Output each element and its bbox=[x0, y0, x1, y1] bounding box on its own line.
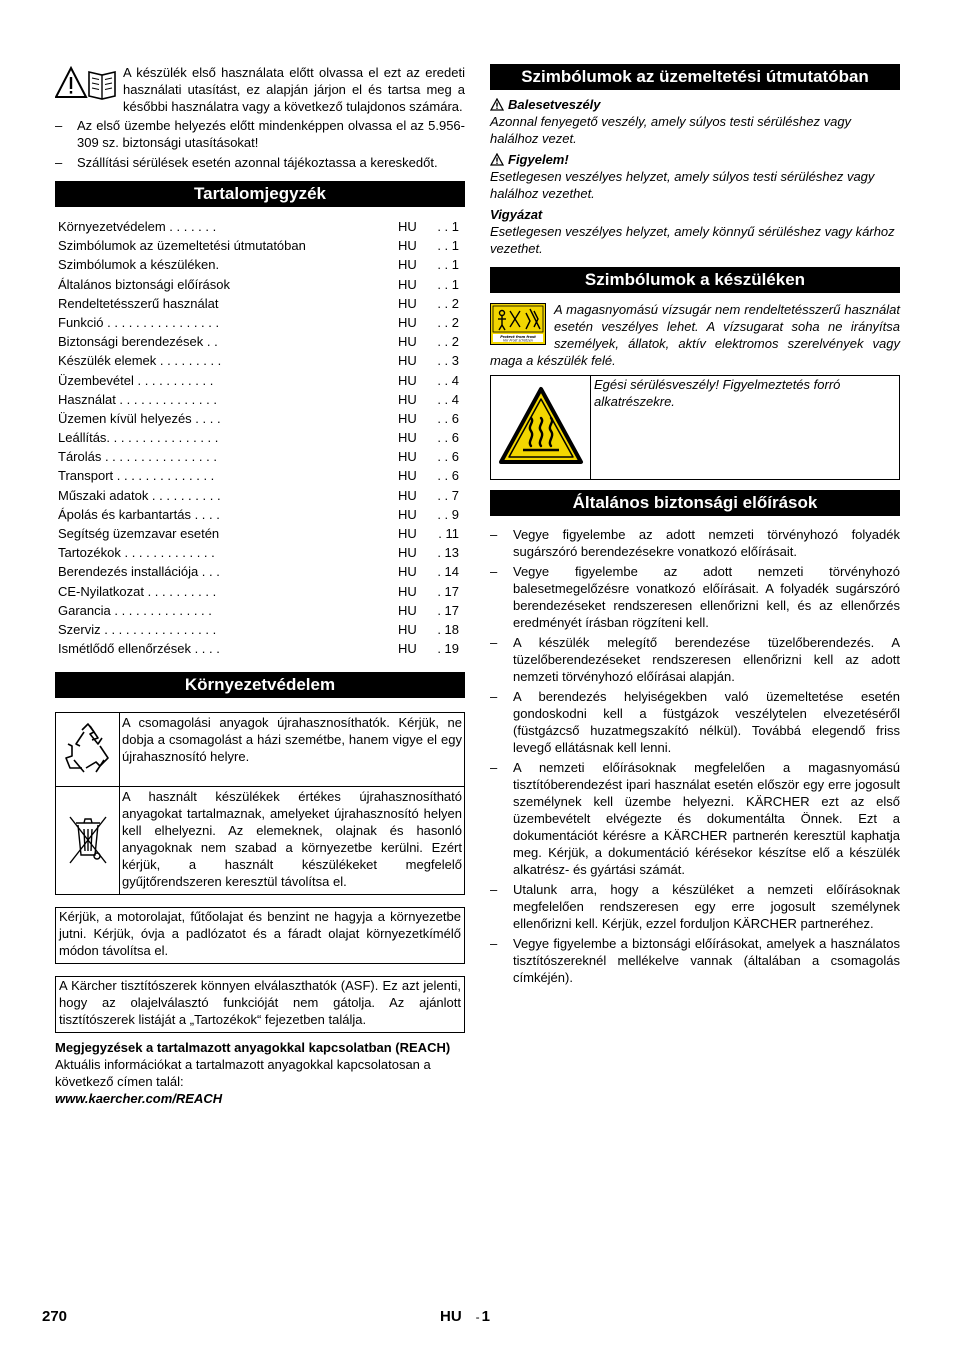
toc-entry[interactable] bbox=[58, 524, 465, 543]
toc-entry-page: . 17 bbox=[437, 602, 459, 618]
recycle-icon bbox=[60, 720, 116, 776]
toc-entry-page: . 11 bbox=[438, 526, 459, 541]
toc-entry-title: Készülék elemek . . . . . . . . . bbox=[58, 353, 222, 369]
toc-entry[interactable] bbox=[58, 428, 465, 447]
toc-entry-lang: HU bbox=[398, 506, 417, 522]
toc-entry[interactable] bbox=[58, 486, 465, 505]
warning-triangle-icon bbox=[490, 153, 504, 166]
toc-entry-title: Általános biztonsági előírások bbox=[58, 276, 230, 292]
warning-text: Esetlegesen veszélyes helyzet, amely súlyos testi sérüléshez vagy halálhoz vezethet. bbox=[490, 169, 875, 201]
toc-entry-title: Szimbólumok az üzemeltetési útmutatóban bbox=[58, 238, 306, 254]
jet-text: A magasnyomású vízsugár nem rendeltetésszerű használat esetén veszélyes lehet. A vízsugarat soha ne irányítsa személyek, állatok, aktív elektromos szerelvények vagy maga a készülék felé. bbox=[490, 302, 900, 368]
high-pressure-jet-label-icon bbox=[490, 303, 546, 345]
reach-link[interactable]: www.kaercher.com/REACH bbox=[55, 1091, 223, 1107]
toc-entry-page: . . 4 bbox=[437, 372, 459, 388]
toc-entry-title: Segítség üzemzavar esetén bbox=[58, 526, 220, 541]
toc-entry-title: Funkció . . . . . . . . . . . . . . . . bbox=[58, 314, 220, 330]
toc-entry[interactable] bbox=[58, 582, 465, 601]
toc-entry-lang: HU bbox=[398, 564, 417, 580]
warning-triangle-icon bbox=[490, 98, 504, 111]
toc-entry[interactable] bbox=[58, 313, 465, 332]
recycle-text: A csomagolási anyagok újrahasznosíthatók. Kérjük, ne dobja a csomagolást a házi szemétbe, hanem vigye el egy újrahasznosító helyre. bbox=[120, 713, 465, 787]
toc-entry[interactable] bbox=[58, 447, 465, 466]
toc-entry[interactable] bbox=[58, 390, 465, 409]
toc-entry-page: . . 1 bbox=[437, 238, 459, 254]
toc-entry-page: . . 2 bbox=[437, 295, 459, 311]
toc-entry-title: Környezetvédelem . . . . . . . bbox=[58, 219, 217, 234]
toc-entry-lang: HU bbox=[398, 391, 417, 407]
toc-entry[interactable] bbox=[58, 332, 465, 351]
danger-label: Balesetveszély bbox=[490, 96, 900, 113]
toc-entry[interactable] bbox=[58, 620, 465, 639]
footer-lang-code: HU bbox=[440, 1308, 462, 1325]
jet-warning bbox=[490, 301, 900, 369]
toc-entry-title: Tárolás . . . . . . . . . . . . . . . . bbox=[58, 449, 217, 465]
toc-entry-page: . . 1 bbox=[437, 276, 459, 292]
toc-entry-title: CE-Nyilatkozat . . . . . . . . . . bbox=[58, 583, 217, 599]
toc-entry-title: Ápolás és karbantartás . . . . bbox=[58, 506, 220, 522]
toc-entry-lang: HU bbox=[398, 526, 417, 541]
list-item: – A berendezés helyiségekben való üzemeltetése esetén gondoskodni kell a füstgázok veszélytelen elvezetéséről (füstgázcső huzatmegszakító nélkül). Továbbá elegendő friss levegő ellátásnak kell lenni. bbox=[490, 688, 900, 756]
toc-entry-page: . . 4 bbox=[437, 391, 459, 407]
toc-entry-title: Üzembevétel . . . . . . . . . . . bbox=[58, 372, 214, 388]
toc-entry-title: Garancia . . . . . . . . . . . . . . bbox=[58, 602, 212, 618]
toc-entry-page: . . 6 bbox=[437, 410, 459, 426]
environment-heading: Környezetvédelem bbox=[55, 672, 465, 698]
asf-text: A Kärcher tisztítószerek könnyen elválaszthatók (ASF). Ez azt jelenti, hogy az olajelválasztó funkcióját nem gátolja. Az ajánlott tisztítószerek listáját a „Tartozékok“ fejezetben találja. bbox=[59, 978, 461, 1028]
oil-text: Kérjük, a motorolajat, fűtőolajat és benzint ne hagyja a környezetbe jutni. Kérjük, óvja a padlózatot és a fáradt olajat környezetkímélő módon távolítsa el. bbox=[59, 909, 461, 959]
toc-entry-lang: HU bbox=[398, 314, 417, 330]
safety-list bbox=[490, 526, 900, 986]
toc-entry-page: . 17 bbox=[437, 583, 459, 599]
toc-entry-lang: HU bbox=[398, 641, 417, 657]
environment-table bbox=[55, 712, 465, 895]
list-item: – A készülék melegítő berendezése tüzelőberendezés. A tüzelőberendezéseket rendszeresen ellenőrizni kell az adott nemzeti törvényhozó előírásai alapján. bbox=[490, 634, 900, 685]
toc-entry-lang: HU bbox=[398, 257, 417, 273]
toc-entry[interactable] bbox=[58, 543, 465, 562]
footer-subpage: 1 bbox=[481, 1308, 491, 1325]
list-item: – A nemzeti előírásoknak megfelelően a magasnyomású tisztítóberendezést ipari használat esetén először egy erre jogosult személynek kell üzembe helyezni. KÄRCHER ezt az első üzembevételt elvégezte és dokumentálta Önnek. Ezt a dokumentációt kérésre a KÄRCHER partnerén keresztül kaphatja meg. Kérjük, a dokumentáció kérésekor készítse elő a készülék alkatrész- és gyártási számát. bbox=[490, 759, 900, 878]
list-item: – Vegye figyelembe az adott nemzeti törvényhozó balesetmegelőzésre vonatkozó előírásait. A folyadék sugárszóró berendezéseket rendszeresen ellenőrizni kell, és az ellenőrzés eredményét írásban rögzíteni kell. bbox=[490, 563, 900, 631]
safety-heading: Általános biztonsági előírások bbox=[490, 490, 900, 516]
toc-entry-lang: HU bbox=[398, 295, 417, 311]
recycle-cell bbox=[56, 713, 120, 787]
warning-manual-icon bbox=[55, 66, 119, 100]
toc-entry-lang: HU bbox=[398, 353, 417, 369]
toc-entry-title: Üzemen kívül helyezés . . . . bbox=[58, 410, 221, 426]
caution-label: Vigyázat bbox=[490, 207, 543, 222]
toc-entry-lang: HU bbox=[398, 410, 417, 426]
left-column bbox=[55, 64, 465, 1107]
intro bbox=[55, 64, 465, 171]
list-item: – Utalunk arra, hogy a készüléket a nemzeti előírásoknak megfelelően rendszeresen egy erre jogosult személynek ellenőrizni kell. Kérjük, ezzel forduljon KÄRCHER partneréhez. bbox=[490, 881, 900, 932]
toc-entry[interactable] bbox=[58, 236, 465, 255]
list-item: – Az első üzembe helyezés előtt mindenképpen olvassa el az 5.956-309 sz. biztonsági utasításokat! bbox=[55, 117, 465, 151]
right-column bbox=[490, 64, 900, 989]
toc-entry[interactable] bbox=[58, 371, 465, 390]
toc-entry-page: . . 1 bbox=[437, 219, 459, 234]
toc-entry[interactable] bbox=[58, 639, 465, 658]
toc bbox=[55, 217, 465, 658]
toc-entry-page: . . 6 bbox=[437, 430, 459, 446]
reach-title: Megjegyzések a tartalmazott anyagokkal kapcsolatban (REACH) bbox=[55, 1040, 451, 1056]
toc-entry-page: . . 1 bbox=[437, 257, 459, 273]
intro-bullets bbox=[55, 117, 465, 171]
warning-label: Figyelem! bbox=[490, 151, 900, 168]
toc-entry-title: Transport . . . . . . . . . . . . . . bbox=[58, 468, 215, 484]
toc-entry-lang: HU bbox=[398, 372, 417, 388]
footer-separator: - bbox=[475, 1310, 480, 1324]
toc-entry-lang: HU bbox=[398, 468, 417, 484]
toc-entry[interactable] bbox=[58, 217, 465, 236]
toc-entry-lang: HU bbox=[398, 602, 417, 618]
toc-entry-lang: HU bbox=[398, 334, 417, 350]
toc-entry-page: . 13 bbox=[437, 545, 459, 561]
intro-text: A készülék első használata előtt olvassa el ezt az eredeti használati utasítást, ez alapján járjon el és tartsa meg a későbbi használatra vagy a következő tulajdonos számára. bbox=[123, 65, 465, 114]
symbols-device-heading: Szimbólumok a készüléken bbox=[490, 267, 900, 293]
danger-text: Azonnal fenyegető veszély, amely súlyos testi sérüléshez vagy halálhoz vezet. bbox=[490, 114, 852, 146]
crossed-bin-icon bbox=[64, 809, 112, 869]
jet-label-line2: Vor Frost schützen bbox=[503, 338, 533, 343]
list-item: – Vegye figyelembe az adott nemzeti törvényhozó folyadék sugárszóró berendezésekre vonatkozó előírásait. bbox=[490, 526, 900, 560]
weee-cell bbox=[56, 787, 120, 895]
toc-entry[interactable] bbox=[58, 466, 465, 485]
toc-entry-title: Biztonsági berendezések . . bbox=[58, 334, 218, 350]
jet-label-line1: Protect from frost bbox=[500, 335, 536, 339]
toc-entry-title: Berendezés installációja . . . bbox=[58, 564, 220, 580]
toc-entry-title: Tartozékok . . . . . . . . . . . . . bbox=[58, 545, 215, 561]
toc-entry-page: . . 2 bbox=[437, 334, 459, 350]
toc-entry-page: . 14 bbox=[437, 564, 459, 580]
symbols-manual-heading: Szimbólumok az üzemeltetési útmutatóban bbox=[490, 64, 900, 90]
asf-box bbox=[55, 976, 465, 1033]
toc-entry-page: . . 6 bbox=[437, 468, 459, 484]
hot-surface-text: Egési sérülésveszély! Figyelmeztetés forró alkatrészekre. bbox=[591, 376, 900, 480]
hot-surface-cell bbox=[491, 376, 591, 480]
toc-entry[interactable] bbox=[58, 351, 465, 370]
toc-entry[interactable] bbox=[58, 275, 465, 294]
toc-entry-title: Szimbólumok a készüléken. bbox=[58, 257, 220, 273]
toc-entry-page: . . 9 bbox=[437, 506, 459, 522]
toc-entry-page: . . 3 bbox=[437, 353, 459, 369]
toc-entry-page: . 18 bbox=[437, 621, 459, 637]
toc-entry-page: . . 2 bbox=[437, 314, 459, 330]
toc-entry-title: Leállítás. . . . . . . . . . . . . . . . bbox=[58, 430, 219, 446]
toc-entry[interactable] bbox=[58, 409, 465, 428]
toc-entry[interactable] bbox=[58, 562, 465, 581]
toc-entry-lang: HU bbox=[398, 583, 417, 599]
list-item: – Szállítási sérülések esetén azonnal tájékoztassa a kereskedőt. bbox=[55, 154, 465, 171]
toc-entry-title: Használat . . . . . . . . . . . . . . bbox=[58, 391, 217, 407]
toc-entry[interactable] bbox=[58, 255, 465, 274]
toc-heading: Tartalomjegyzék bbox=[55, 181, 465, 207]
weee-text: A használt készülékek értékes újrahasznosítható anyagokat tartalmaznak, amelyeket újrahasznosító helyen kell elhelyezni. Az elemeknek, olajnak és hasonló anyagoknak nem szabad a környezetbe kerülni. Ezért kérjük, a használt készülékeket megfelelő gyűjtőrendszeren keresztül távolítsa el. bbox=[120, 787, 465, 895]
toc-entry-lang: HU bbox=[398, 487, 417, 503]
toc-entry-title: Szerviz . . . . . . . . . . . . . . . . bbox=[58, 621, 217, 637]
toc-entry-lang: HU bbox=[398, 430, 417, 446]
toc-entry[interactable] bbox=[58, 505, 465, 524]
toc-entry-page: . 19 bbox=[437, 641, 459, 657]
oil-box bbox=[55, 907, 465, 964]
toc-entry-lang: HU bbox=[398, 545, 417, 561]
toc-entry-title: Rendeltetésszerű használat bbox=[58, 295, 219, 311]
toc-entry-lang: HU bbox=[398, 238, 417, 254]
toc-entry-lang: HU bbox=[398, 621, 417, 637]
footer-lang bbox=[440, 1308, 490, 1326]
page-number: 270 bbox=[42, 1308, 68, 1325]
toc-entry[interactable] bbox=[58, 294, 465, 313]
toc-entry-title: Ismétlődő ellenőrzések . . . . bbox=[58, 641, 220, 657]
list-item: – Vegye figyelembe a biztonsági előírásokat, amelyek a használatos tisztítószereknél mellékelve vannak (általában a csomagolás címkéjén). bbox=[490, 935, 900, 986]
hot-surface-table bbox=[490, 375, 900, 480]
toc-entry[interactable] bbox=[58, 601, 465, 620]
caution-text: Esetlegesen veszélyes helyzet, amely könnyű sérüléshez vagy kárhoz vezethet. bbox=[490, 224, 895, 256]
toc-entry-page: . . 7 bbox=[437, 487, 459, 503]
toc-entry-lang: HU bbox=[398, 219, 417, 234]
toc-entry-lang: HU bbox=[398, 449, 417, 465]
toc-entry-title: Műszaki adatok . . . . . . . . . . bbox=[58, 487, 221, 503]
toc-entry-page: . . 6 bbox=[437, 449, 459, 465]
hot-surface-warning-icon bbox=[498, 386, 584, 466]
toc-entry-lang: HU bbox=[398, 276, 417, 292]
reach-text: Aktuális információkat a tartalmazott anyagokkal kapcsolatosan a következő címen talál: bbox=[55, 1057, 431, 1090]
